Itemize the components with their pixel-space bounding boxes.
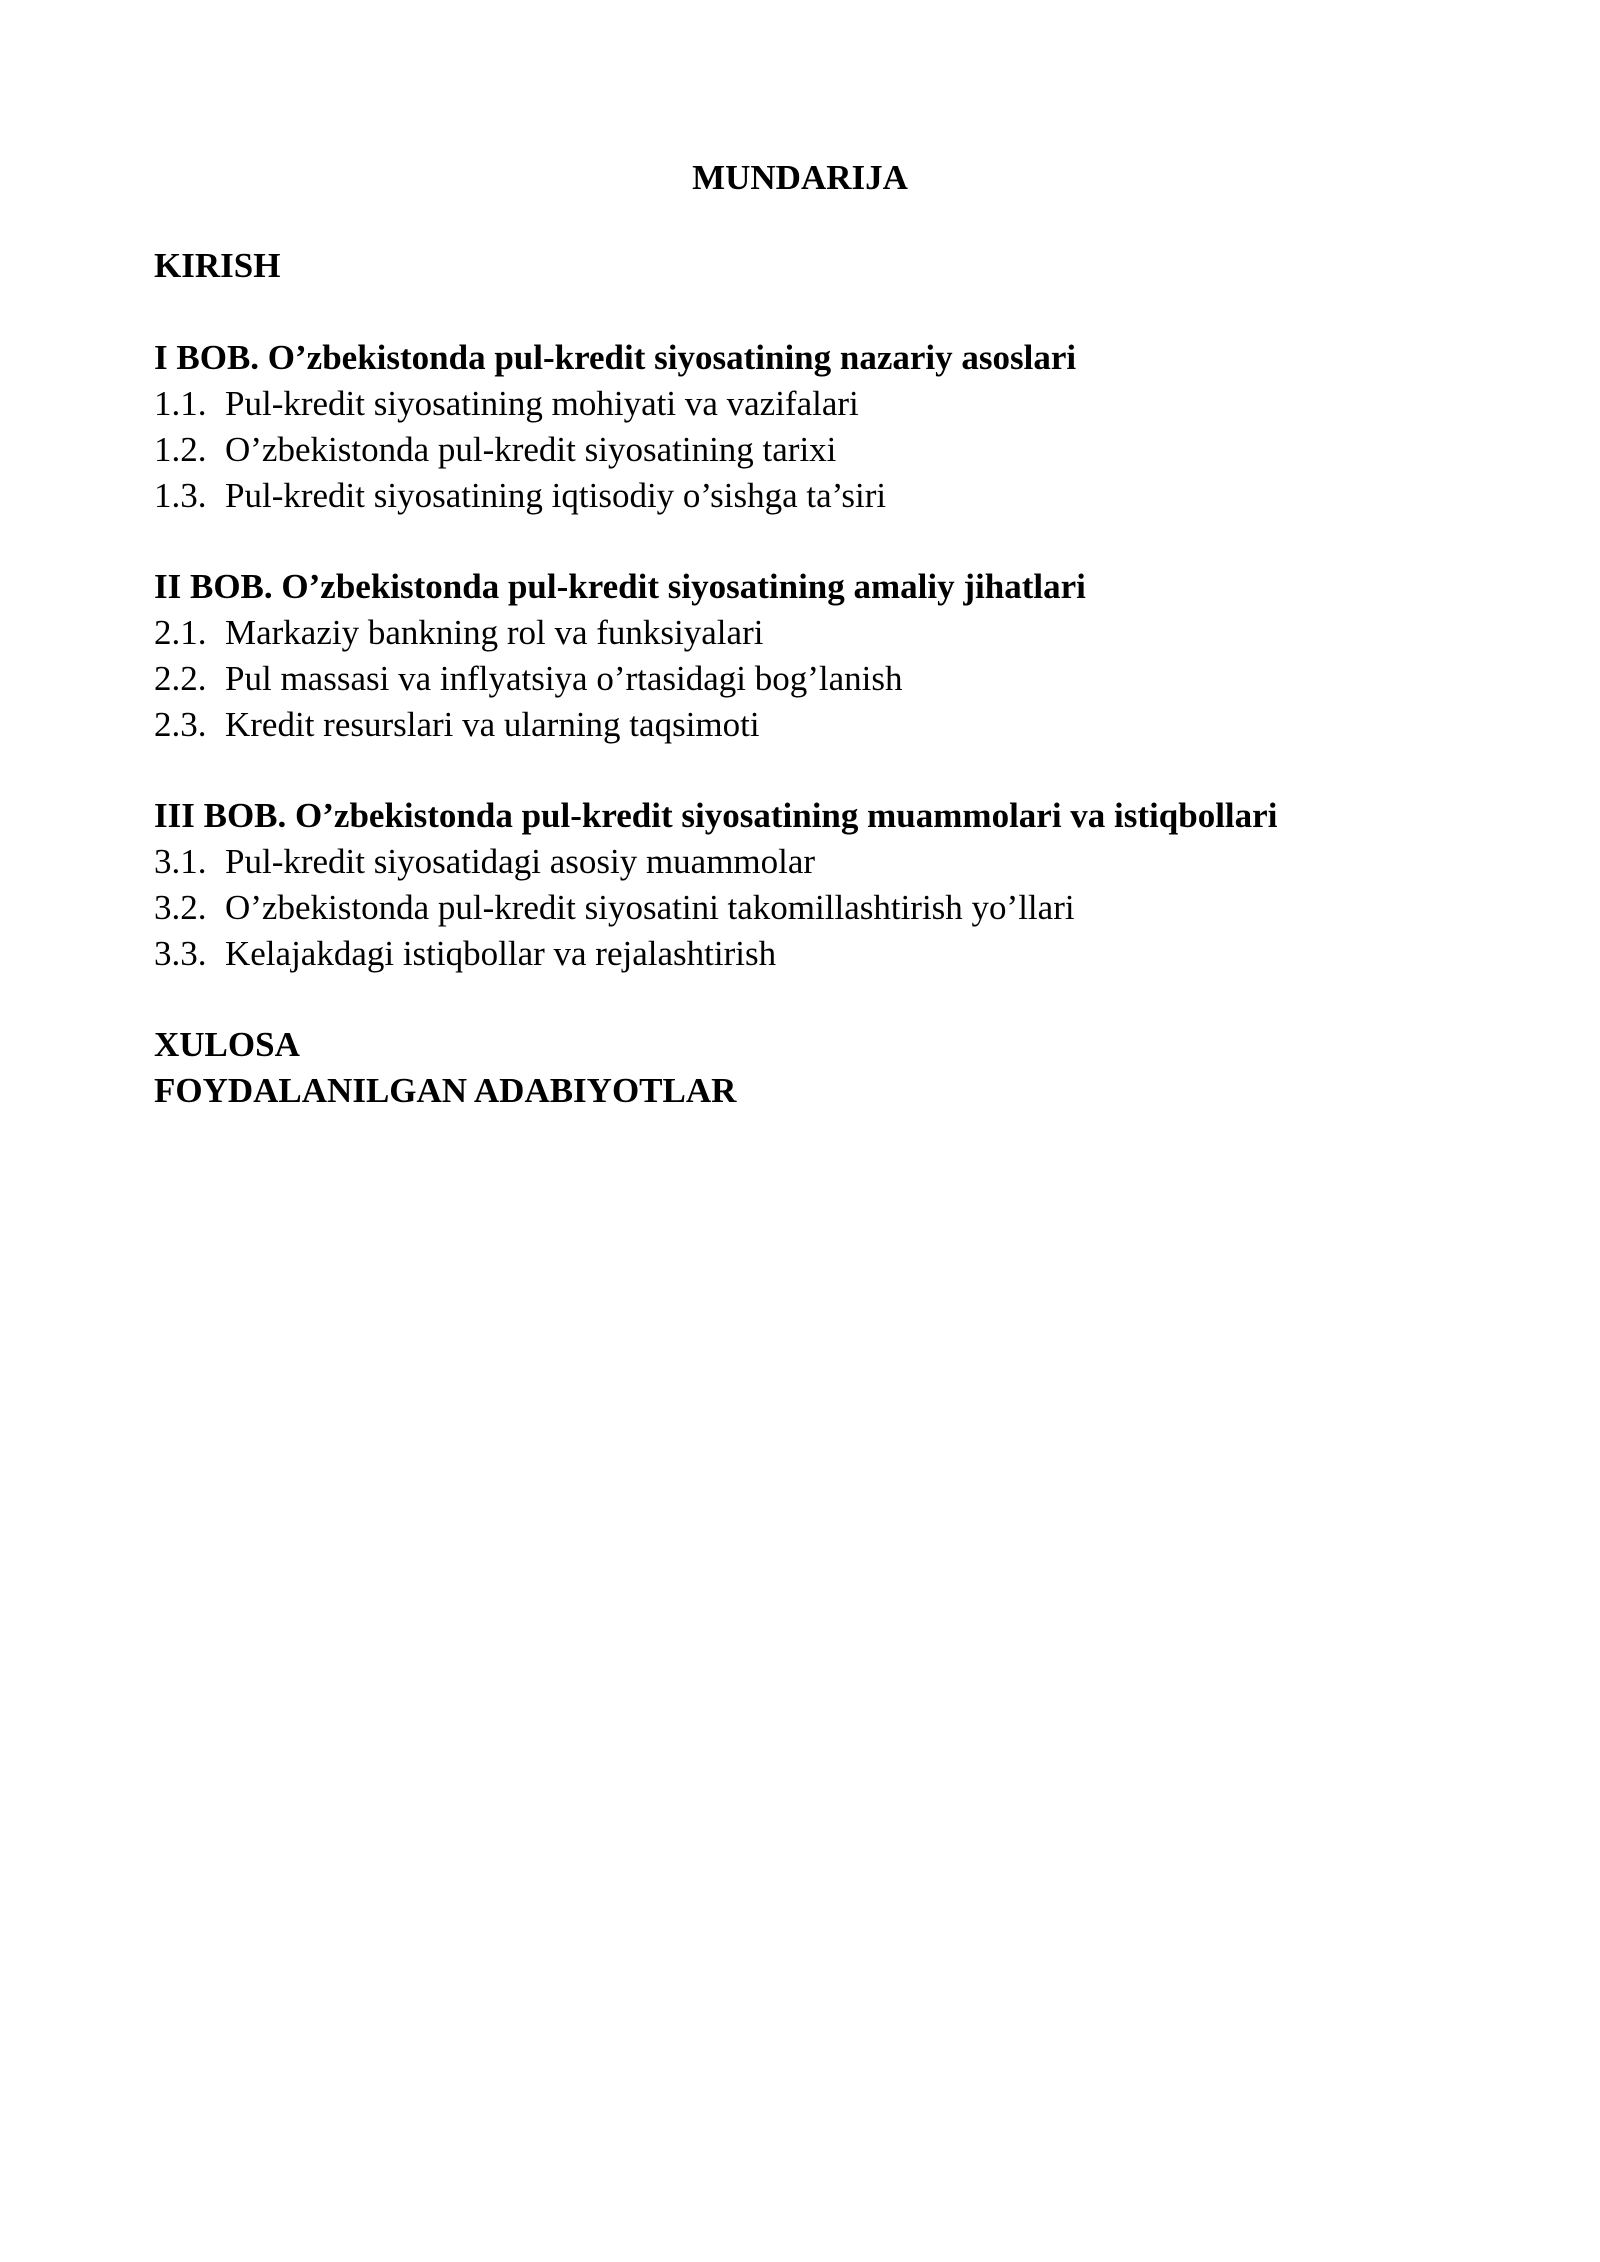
- section-3-1: [154, 838, 815, 886]
- chapter-2-heading: II BOB. O’zbekistonda pul-kredit siyosatining amaliy jihatlari: [154, 567, 1086, 606]
- section-3-3: [154, 930, 776, 978]
- toc-title: MUNDARIJA: [692, 158, 908, 197]
- section-number: 2.3.: [154, 705, 207, 744]
- section-text: Markaziy bankning rol va funksiyalari: [225, 613, 764, 652]
- section-text: O’zbekistonda pul-kredit siyosatining tarixi: [225, 430, 837, 469]
- section-text: Pul-kredit siyosatidagi asosiy muammolar: [225, 842, 816, 881]
- chapter-1-heading: I BOB. O’zbekistonda pul-kredit siyosatining nazariy asoslari: [154, 338, 1077, 377]
- section-number: 1.2.: [154, 430, 207, 469]
- section-2-1: [154, 609, 763, 657]
- section-text: Kredit resurslari va ularning taqsimoti: [225, 705, 760, 744]
- section-1-1: [154, 380, 859, 428]
- section-number: 2.1.: [154, 613, 207, 652]
- toc-intro: KIRISH: [154, 246, 281, 285]
- section-text: Pul-kredit siyosatining mohiyati va vazifalari: [225, 384, 859, 423]
- section-text: Pul-kredit siyosatining iqtisodiy o’sishga ta’siri: [225, 476, 887, 515]
- toc-references: FOYDALANILGAN ADABIYOTLAR: [154, 1071, 737, 1110]
- section-number: 3.3.: [154, 934, 207, 973]
- section-number: 1.3.: [154, 476, 207, 515]
- section-3-2: [154, 884, 1075, 932]
- section-number: 1.1.: [154, 384, 207, 423]
- section-text: O’zbekistonda pul-kredit siyosatini takomillashtirish yo’llari: [225, 888, 1075, 927]
- section-2-2: [154, 655, 903, 703]
- section-number: 3.1.: [154, 842, 207, 881]
- section-1-2: [154, 426, 836, 474]
- section-1-3: [154, 472, 886, 520]
- toc-conclusion: XULOSA: [154, 1025, 300, 1064]
- chapter-3-heading: III BOB. O’zbekistonda pul-kredit siyosatining muammolari va istiqbollari: [154, 796, 1278, 835]
- section-2-3: [154, 701, 760, 749]
- section-text: Pul massasi va inflyatsiya o’rtasidagi bog’lanish: [225, 659, 903, 698]
- section-number: 3.2.: [154, 888, 207, 927]
- section-number: 2.2.: [154, 659, 207, 698]
- section-text: Kelajakdagi istiqbollar va rejalashtirish: [225, 934, 777, 973]
